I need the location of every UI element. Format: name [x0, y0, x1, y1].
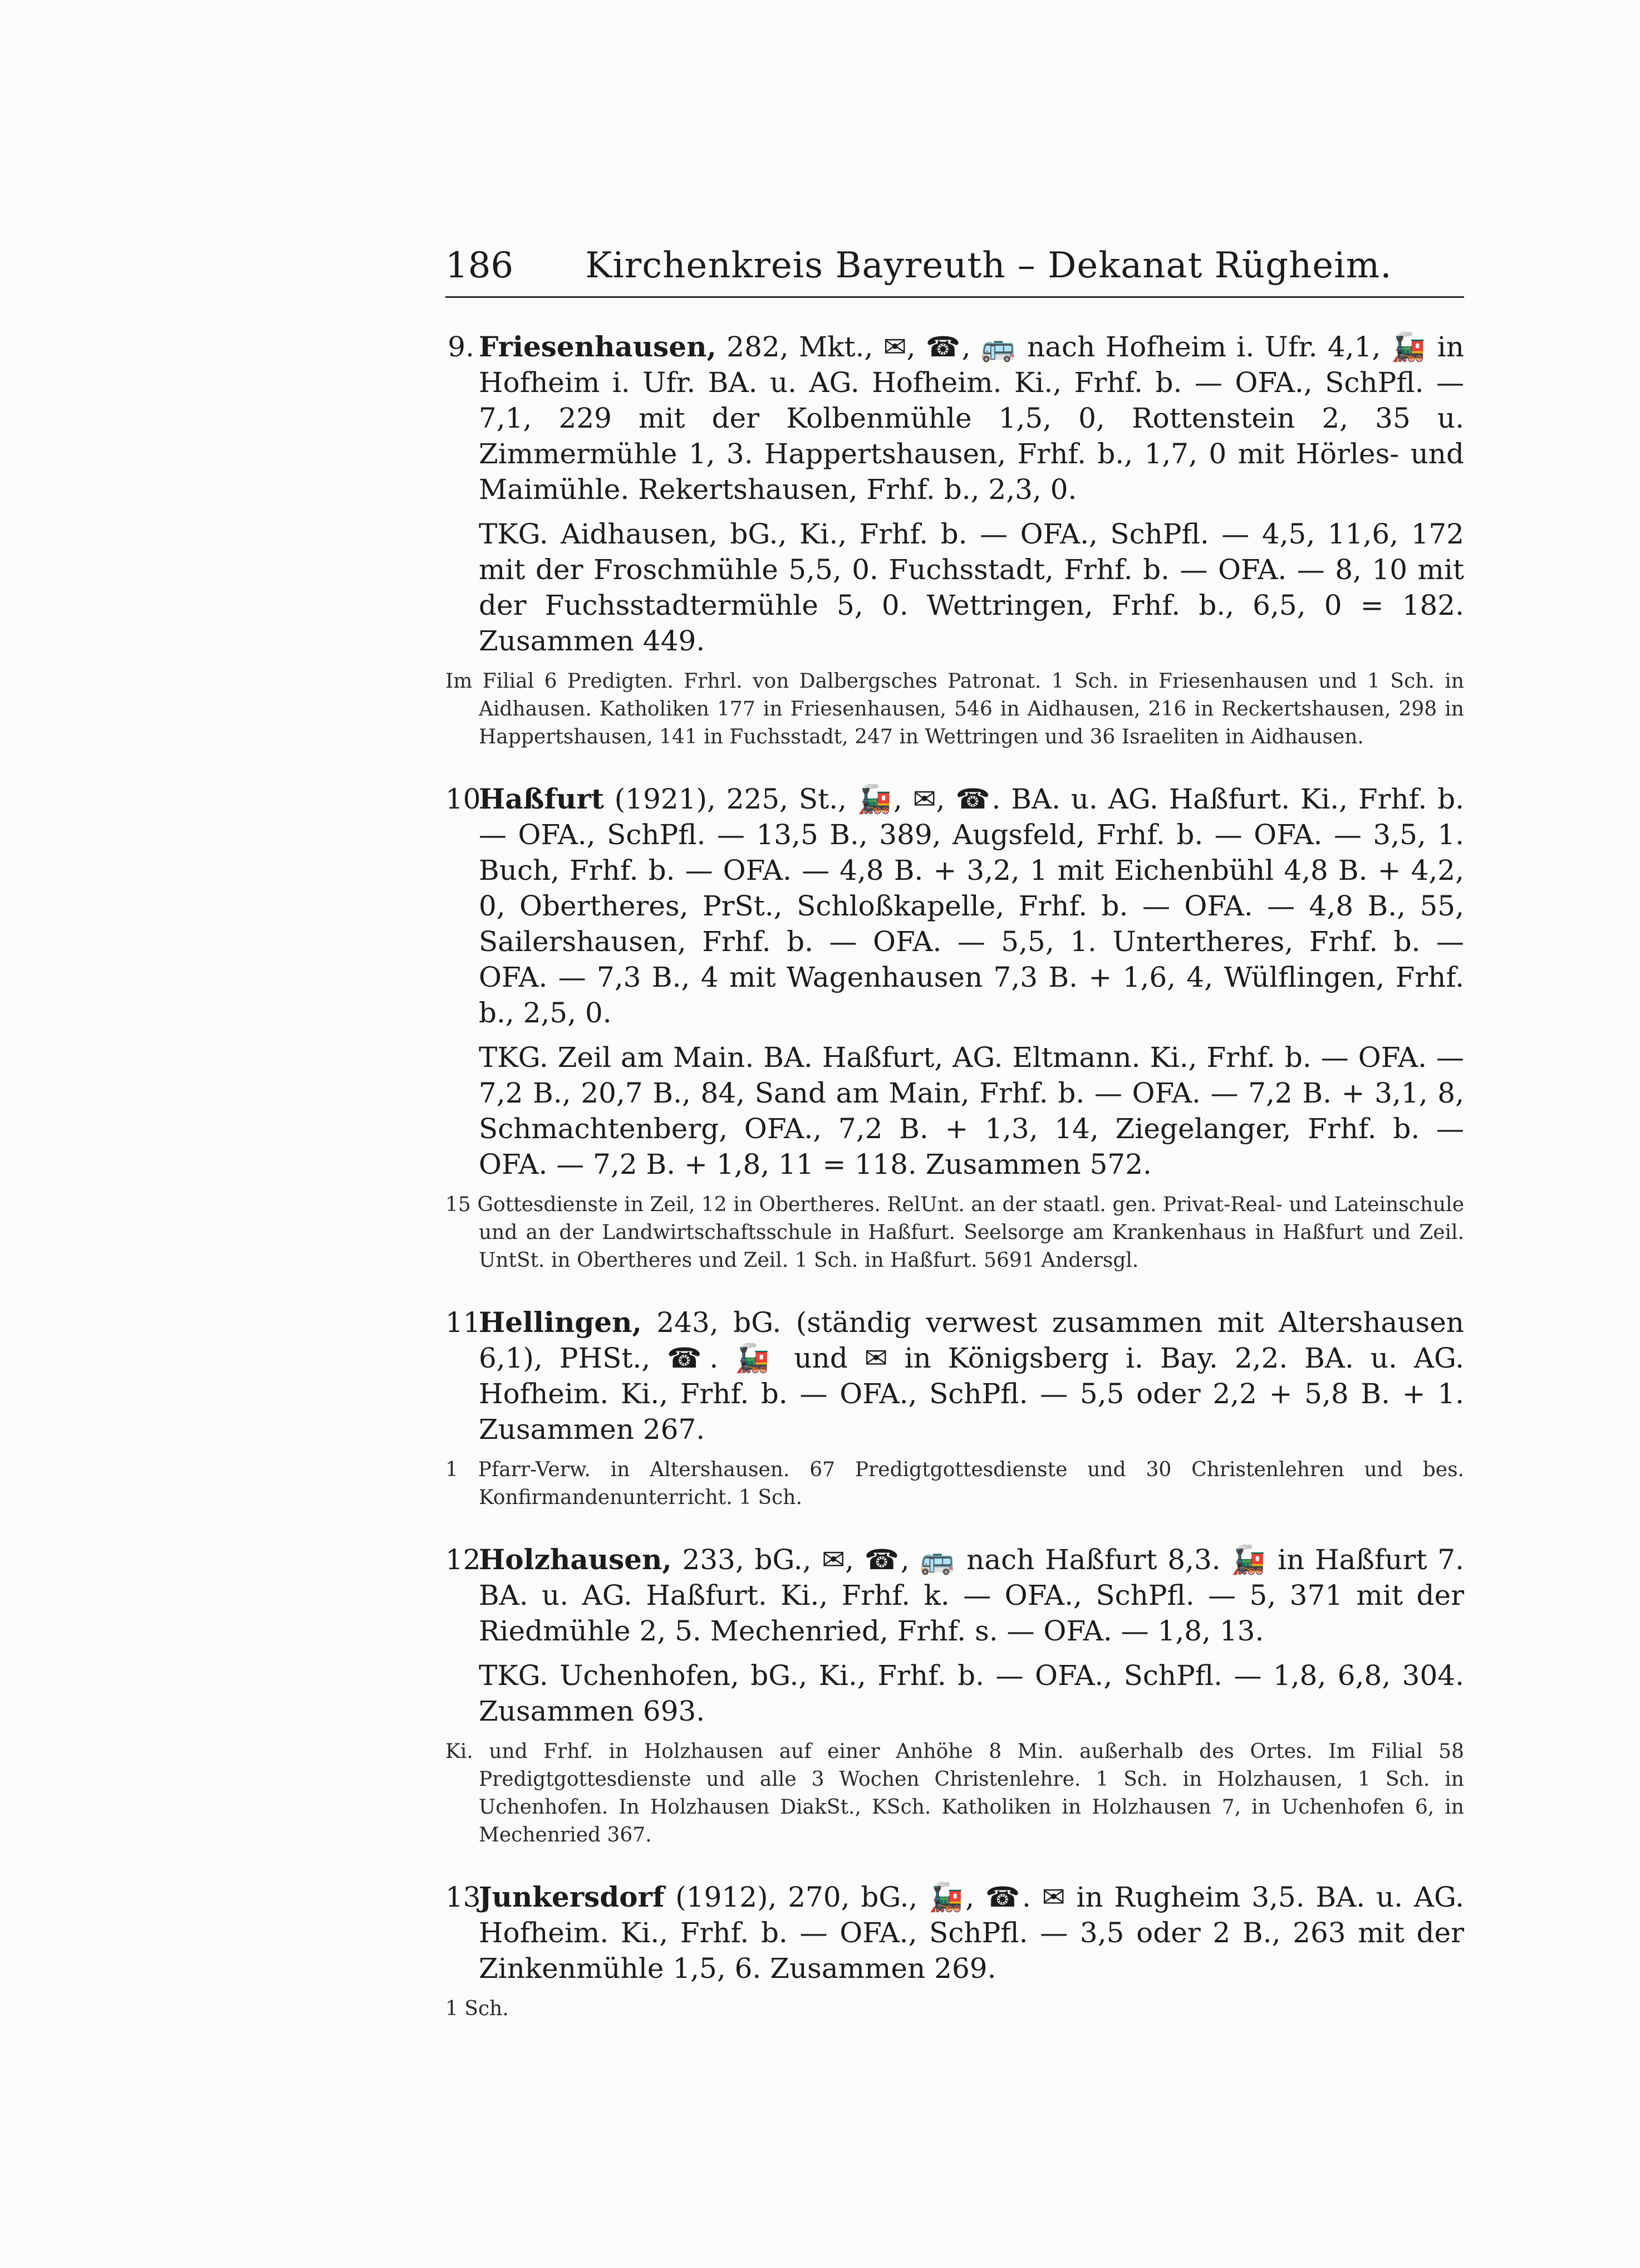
entry-main-text: [445, 781, 1464, 1031]
entry-hellingen: [445, 1305, 1464, 1512]
entry-body: (1921), 225, St., 🚂, ✉, ☎. BA. u. AG. Haßfurt. Ki., Frhf. b. — OFA., SchPfl. — 13,5 B., 389, Augsfeld, Frhf. b. — OFA. — 3,5, 1. Buch, Frhf. b. — OFA. — 4,8 B. + 3,2, 1 mit Eichenbühl 4,8 B. + 4,2, 0, Obertheres, PrSt., Schloßkapelle, Frhf. b. — OFA. — 4,8 B., 55, Sailershausen, Frhf. b. — OFA. — 5,5, 1. Untertheres, Frhf. b. — OFA. — 7,3 B., 4 mit Wagenhausen 7,3 B. + 1,6, 4, Wülflingen, Frhf. b., 2,5, 0.: [479, 783, 1464, 1029]
parish-name: Haßfurt: [479, 782, 604, 815]
entry-footnote: 1 Sch.: [445, 1997, 509, 2020]
entry-holzhausen: [445, 1542, 1464, 1849]
entry-main-text: [445, 1879, 1464, 1986]
page-number: 186: [445, 245, 514, 286]
entry-hassfurt: [445, 781, 1464, 1275]
entry-sub-text: TKG. Zeil am Main. BA. Haßfurt, AG. Eltmann. Ki., Frhf. b. — OFA. — 7,2 B., 20,7 B., 84, Sand am Main, Frhf. b. — OFA. — 7,2 B. + 3,1, 8, Schmachtenberg, OFA., 7,2 B. + 1,3, 14, Ziegelanger, Frhf. b. — OFA. — 7,2 B. + 1,8, 11 = 118. Zusammen 572.: [479, 1041, 1464, 1180]
parish-name: Junkersdorf: [479, 1880, 665, 1913]
entry-body: (1912), 270, bG., 🚂, ☎. ✉ in Rugheim 3,5. BA. u. AG. Hofheim. Ki., Frhf. b. — OFA., SchPfl. — 3,5 oder 2 B., 263 mit der Zinkenmühle 1,5, 6. Zusammen 269.: [479, 1881, 1464, 1985]
parish-name: Hellingen,: [479, 1306, 642, 1339]
document-page: [445, 245, 1464, 2053]
entry-friesenhausen: [445, 329, 1464, 751]
entry-footnote: 15 Gottesdienste in Zeil, 12 in Obertheres. RelUnt. an der staatl. gen. Privat-Real- und Lateinschule und an der Landwirtschaftsschule in Haßfurt. Seelsorge am Krankenhaus in Haßfurt und Zeil. UntSt. in Obertheres und Zeil. 1 Sch. in Haßfurt. 5691 Andersgl.: [445, 1193, 1464, 1272]
entry-main-text: [445, 1542, 1464, 1649]
entry-sub-text: TKG. Aidhausen, bG., Ki., Frhf. b. — OFA., SchPfl. — 4,5, 11,6, 172 mit der Froschmühle 5,5, 0. Fuchsstadt, Frhf. b. — OFA. — 8, 10 mit der Fuchsstadtermühle 5, 0. Wettringen, Frhf. b., 6,5, 0 = 182. Zusammen 449.: [479, 518, 1464, 657]
running-title: Kirchenkreis Bayreuth – Dekanat Rügheim.: [585, 245, 1392, 286]
parish-name: Friesenhausen,: [479, 330, 716, 363]
entry-body: 243, bG. (ständig verwest zusammen mit Altershausen 6,1), PHSt., ☎. 🚂 und ✉ in Königsberg i. Bay. 2,2. BA. u. AG. Hofheim. Ki., Frhf. b. — OFA., SchPfl. — 5,5 oder 2,2 + 5,8 B. + 1. Zusammen 267.: [479, 1306, 1464, 1446]
entry-footnote: Im Filial 6 Predigten. Frhrl. von Dalbergsches Patronat. 1 Sch. in Friesenhausen und 1 Sch. in Aidhausen. Katholiken 177 in Friesenhausen, 546 in Aidhausen, 216 in Reckertshausen, 298 in Happertshausen, 141 in Fuchsstadt, 247 in Wettringen und 36 Israeliten in Aidhausen.: [445, 670, 1464, 748]
entry-body: 282, Mkt., ✉, ☎, 🚌 nach Hofheim i. Ufr. 4,1, 🚂 in Hofheim i. Ufr. BA. u. AG. Hofheim. Ki., Frhf. b. — OFA., SchPfl. — 7,1, 229 mit der Kolbenmühle 1,5, 0, Rottenstein 2, 35 u. Zimmermühle 1, 3. Happertshausen, Frhf. b., 1,7, 0 mit Hörles- und Maimühle. Rekertshausen, Frhf. b., 2,3, 0.: [479, 331, 1464, 506]
entry-junkersdorf: [445, 1879, 1464, 2023]
page-header: [445, 245, 1464, 298]
entry-footnote: 1 Pfarr-Verw. in Altershausen. 67 Predigtgottesdienste und 30 Christenlehren und bes. Konfirmandenunterricht. 1 Sch.: [445, 1458, 1464, 1509]
entry-sub-text: TKG. Uchenhofen, bG., Ki., Frhf. b. — OFA., SchPfl. — 1,8, 6,8, 304. Zusammen 693.: [479, 1659, 1464, 1727]
entry-number: 11.: [445, 1306, 490, 1339]
parish-name: Holzhausen,: [479, 1543, 672, 1576]
entry-list: [445, 329, 1464, 2023]
entry-body: 233, bG., ✉, ☎, 🚌 nach Haßfurt 8,3. 🚂 in Haßfurt 7. BA. u. AG. Haßfurt. Ki., Frhf. k. — OFA., SchPfl. — 5, 371 mit der Riedmühle 2, 5. Mechenried, Frhf. s. — OFA. — 1,8, 13.: [479, 1544, 1464, 1647]
entry-footnote: Ki. und Frhf. in Holzhausen auf einer Anhöhe 8 Min. außerhalb des Ortes. Im Filial 58 Predigtgottesdienste und alle 3 Wochen Christenlehre. 1 Sch. in Holzhausen, 1 Sch. in Uchenhofen. In Holzhausen DiakSt., KSch. Katholiken in Holzhausen 7, in Uchenhofen 6, in Mechenried 367.: [445, 1740, 1464, 1846]
entry-main-text: [448, 329, 1464, 507]
entry-main-text: [445, 1305, 1464, 1447]
entry-number: 10.: [445, 783, 490, 815]
entry-number: 12.: [445, 1544, 490, 1576]
entry-number: 9.: [448, 331, 474, 363]
entry-number: 13.: [445, 1881, 490, 1913]
